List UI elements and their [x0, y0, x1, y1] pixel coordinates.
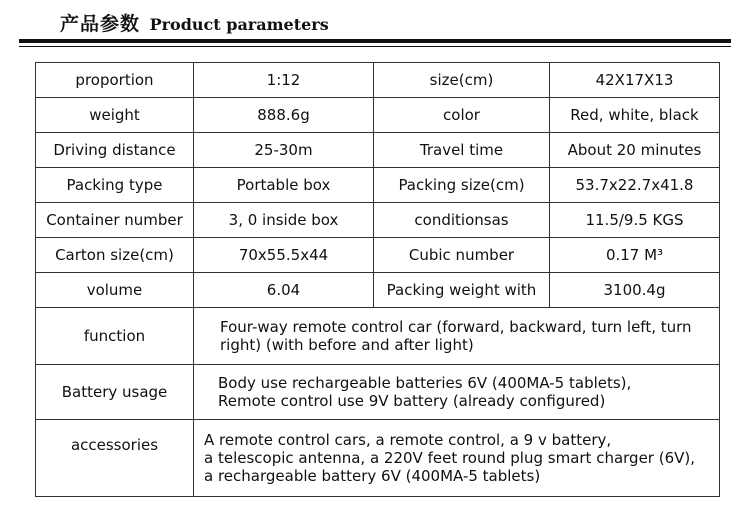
table-row	[36, 63, 720, 98]
title-divider-thick	[19, 39, 731, 43]
param-value: 3, 0 inside box	[194, 203, 374, 238]
param-value: 70x55.5x44	[194, 238, 374, 273]
page-title-chinese: 产品参数	[60, 13, 141, 35]
table-row	[36, 98, 720, 133]
param-value: 888.6g	[194, 98, 374, 133]
param-label: accessories	[36, 420, 194, 497]
page-title	[60, 10, 329, 38]
param-value: Red, white, black	[550, 98, 720, 133]
param-label: volume	[36, 273, 194, 308]
accessories-description	[194, 420, 720, 497]
param-label: Battery usage	[36, 365, 194, 420]
table-row-battery	[36, 365, 720, 420]
param-value: 42X17X13	[550, 63, 720, 98]
param-label: Packing size(cm)	[374, 168, 550, 203]
param-value: 3100.4g	[550, 273, 720, 308]
param-value: About 20 minutes	[550, 133, 720, 168]
param-label: Travel time	[374, 133, 550, 168]
table-row	[36, 203, 720, 238]
table-row	[36, 168, 720, 203]
param-label: function	[36, 308, 194, 365]
table-row	[36, 133, 720, 168]
param-label: Carton size(cm)	[36, 238, 194, 273]
table-row	[36, 238, 720, 273]
param-label: color	[374, 98, 550, 133]
param-label: weight	[36, 98, 194, 133]
param-value: 6.04	[194, 273, 374, 308]
accessories-line: a telescopic antenna, a 220V feet round plug smart charger (6V),	[204, 449, 696, 467]
accessories-line: a rechargeable battery 6V (400MA-5 tablets)	[204, 467, 541, 485]
battery-line: Body use rechargeable batteries 6V (400MA-5 tablets),	[218, 374, 632, 392]
title-divider-thin	[19, 46, 731, 47]
function-description	[194, 308, 720, 365]
param-label: Packing type	[36, 168, 194, 203]
param-value: 11.5/9.5 KGS	[550, 203, 720, 238]
product-parameters-table	[35, 62, 720, 497]
table-row	[36, 273, 720, 308]
accessories-line: A remote control cars, a remote control, a 9 v battery,	[204, 431, 612, 449]
param-label: conditionsas	[374, 203, 550, 238]
param-value: 25-30m	[194, 133, 374, 168]
param-label: size(cm)	[374, 63, 550, 98]
function-line: Four-way remote control car (forward, backward, turn left, turn	[220, 318, 692, 336]
param-label: Container number	[36, 203, 194, 238]
param-value: 1:12	[194, 63, 374, 98]
param-label: proportion	[36, 63, 194, 98]
table-row-accessories	[36, 420, 720, 497]
param-label: Packing weight with	[374, 273, 550, 308]
function-line: right) (with before and after light)	[220, 336, 474, 354]
battery-description	[194, 365, 720, 420]
param-value: Portable box	[194, 168, 374, 203]
param-label: Cubic number	[374, 238, 550, 273]
battery-line: Remote control use 9V battery (already configured)	[218, 392, 606, 410]
table-row-function	[36, 308, 720, 365]
param-value: 0.17 M³	[550, 238, 720, 273]
page-title-english: Product parameters	[149, 15, 329, 34]
param-value: 53.7x22.7x41.8	[550, 168, 720, 203]
param-label: Driving distance	[36, 133, 194, 168]
